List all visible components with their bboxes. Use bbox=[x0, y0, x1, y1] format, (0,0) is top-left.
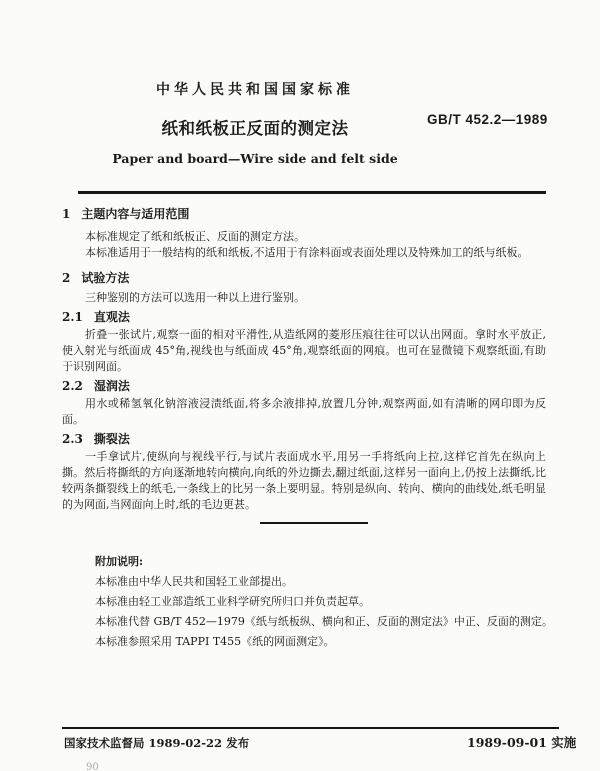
section-2-title: 试验方法 bbox=[81, 271, 130, 285]
additional-note: 本标准由中华人民共和国轻工业部提出。 bbox=[95, 575, 293, 588]
footer-implementation-date: 1989-09-01 实施 bbox=[467, 735, 577, 750]
footer-divider bbox=[62, 727, 559, 729]
header-divider bbox=[78, 191, 546, 194]
section-2-1-paragraph: 折叠一张试片,观察一面的相对平滑性,从造纸网的菱形压痕往往可以认出网面。拿时水平放正,使入射光与纸面成 45°角,视线也与纸面成 45°角,观察纸面的网痕。也可在显微镜下观察纸面,有助于识别网面。 bbox=[62, 328, 546, 373]
section-1-title: 主题内容与适用范围 bbox=[81, 207, 190, 221]
additional-note: 本标准代替 GB/T 452—1979《纸与纸板纵、横向和正、反面的测定法》中正、反面的测定。 bbox=[95, 615, 553, 628]
section-1-paragraph-2: 本标准适用于一般结构的纸和纸板,不适用于有涂料面或表面处理以及特殊加工的纸与纸板。 bbox=[85, 246, 529, 259]
standard-title-en: Paper and board—Wire side and felt side bbox=[112, 151, 398, 166]
section-2-number: 2 bbox=[62, 271, 71, 285]
section-2-2-heading bbox=[62, 379, 546, 393]
section-2-2-number: 2.2 bbox=[62, 379, 83, 393]
footer-issue-info: 国家技术监督局 1989-02-22 发布 bbox=[64, 736, 250, 750]
section-1-paragraph-1: 本标准规定了纸和纸板正、反面的测定方法。 bbox=[85, 230, 305, 243]
section-2-3-number: 2.3 bbox=[62, 432, 83, 446]
section-1-number: 1 bbox=[62, 207, 71, 221]
section-1-heading bbox=[62, 207, 546, 221]
section-2-1-title: 直观法 bbox=[93, 310, 130, 324]
section-2-2-paragraph: 用水或稀氢氧化钠溶液浸渍纸面,将多余液排掉,放置几分钟,观察两面,如有清晰的网印即为反面。 bbox=[62, 397, 546, 426]
section-2-1-number: 2.1 bbox=[62, 310, 83, 324]
section-2-3-title: 撕裂法 bbox=[93, 432, 130, 446]
page-number: 90 bbox=[86, 762, 99, 771]
additional-note: 本标准由轻工业部造纸工业科学研究所归口并负责起草。 bbox=[95, 595, 370, 608]
standard-number: GB/T 452.2—1989 bbox=[427, 112, 548, 127]
document-body bbox=[62, 207, 546, 513]
section-2-intro: 三种鉴别的方法可以选用一种以上进行鉴别。 bbox=[85, 291, 305, 304]
section-2-2-title: 湿润法 bbox=[93, 379, 130, 393]
additional-notes bbox=[95, 552, 557, 652]
section-2-3-paragraph: 一手拿试片,使纵向与视线平行,与试片表面成水平,用另一手将纸向上拉,这样它首先在纵向上撕。然后将撕纸的方向逐渐地转向横向,向纸的外边撕去,翻过纸面,这样另一面向上,仍按上法撕纸,比较两条撕裂线上的纸毛,一条线上的比另一条上要明显。特别是纵向、转向、横向的曲线处,纸毛明显的为网面,当网面向上时,纸的毛边更甚。 bbox=[62, 450, 546, 511]
section-divider bbox=[260, 522, 368, 524]
section-2-heading bbox=[62, 271, 546, 285]
section-2-1-heading bbox=[62, 310, 546, 324]
additional-note: 本标准参照采用 TAPPI T455《纸的网面测定》。 bbox=[95, 635, 335, 648]
issuing-body-line: 中华人民共和国国家标准 bbox=[156, 82, 354, 98]
additional-notes-heading: 附加说明: bbox=[95, 555, 144, 568]
section-2-3-heading bbox=[62, 432, 546, 446]
standard-title-zh: 纸和纸板正反面的测定法 bbox=[161, 119, 349, 138]
